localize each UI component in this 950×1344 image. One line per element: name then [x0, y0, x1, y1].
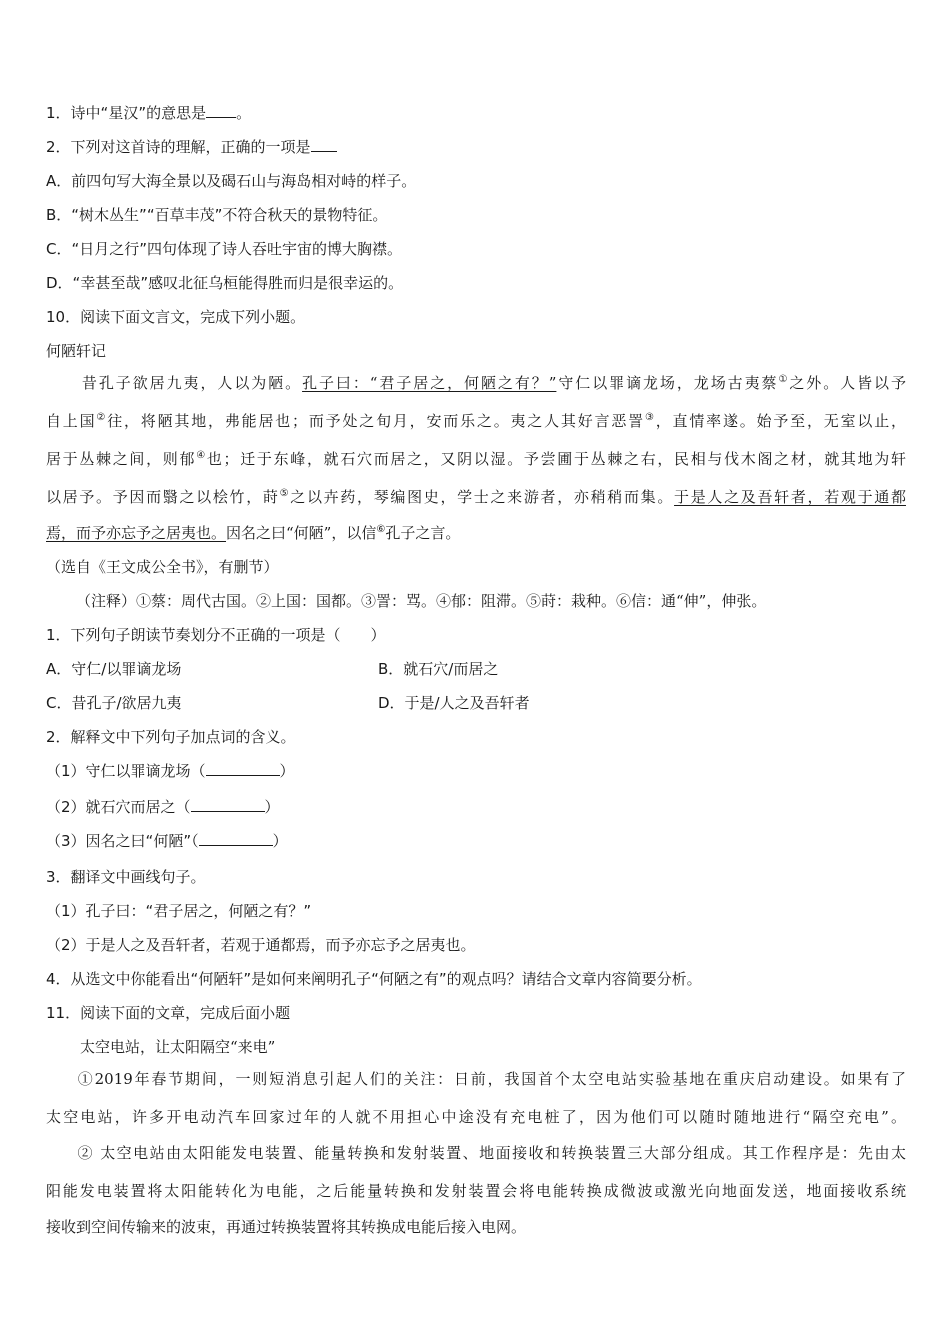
sub-question-1: 1．下列句子朗读节奏划分不正确的一项是（ ）	[46, 626, 386, 644]
passage-notes: （注释）①蔡：周代古国。②上国：国都。③詈：骂。④郁：阻滞。⑤莳：栽种。⑥信：通“伸”，伸张。	[76, 592, 767, 610]
article-line-1	[46, 1068, 906, 1090]
passage-text: 往，将陋其地，弗能居也；而予处之旬月，安而乐之。夷之人其好言恶詈	[107, 412, 645, 430]
sub-question-3-item-1: （1）孔子曰：“君子居之，何陋之有？”	[46, 902, 312, 920]
passage-title: 何陋轩记	[46, 342, 107, 360]
poem-question-2	[46, 136, 337, 158]
poem-question-1	[46, 102, 251, 124]
close-paren: ）	[279, 762, 295, 780]
footnote-marker: ①	[778, 374, 790, 385]
passage-text: 守仁以罪谪龙场，龙场古夷蔡	[556, 374, 779, 392]
underlined-sentence-1: 孔子曰：“君子居之，何陋之有？”	[302, 374, 557, 392]
footnote-marker: ⑤	[279, 488, 291, 499]
underlined-sentence-2-end: 焉，而予亦忘予之居夷也。	[46, 524, 227, 542]
option-d: D．“幸甚至哉”感叹北征乌桓能得胜而归是很幸运的。	[46, 274, 404, 292]
option-d: D．于是/人之及吾轩者	[378, 694, 530, 712]
passage-line-4	[46, 486, 906, 508]
passage-text: 也；迁于东峰，就石穴而居之，又阴以湿。予尝圃于丛棘之右，民相与伐木阁之材，就其地为轩	[206, 450, 906, 468]
option-c: C．“日月之行”四句体现了诗人吞吐宇宙的博大胸襟。	[46, 240, 403, 258]
question-text-end: 。	[236, 104, 252, 122]
footnote-marker: ③	[644, 412, 656, 423]
option-a: A．前四句写大海全景以及碣石山与海岛相对峙的样子。	[46, 172, 417, 190]
sub-question-2-item-2	[46, 796, 280, 818]
article-title: 太空电站，让太阳隔空“来电”	[80, 1038, 276, 1056]
sub-question-4: 4．从选文中你能看出“何陋轩”是如何来阐明孔子“何陋之有”的观点吗？请结合文章内容简要分析。	[46, 970, 702, 988]
sub-question-2-item-1	[46, 760, 295, 782]
passage-text: 之以卉药，琴编图史，学士之来游者，亦稍稍而集。	[290, 488, 675, 506]
question-11-intro: 11．阅读下面的文章，完成后面小题	[46, 1004, 291, 1022]
question-text: 2．下列对这首诗的理解，正确的一项是	[46, 138, 311, 156]
underlined-sentence-2: 于是人之及吾轩者，若观于通都	[674, 488, 906, 506]
sub-question-2-item-3	[46, 830, 288, 852]
article-text: ①2019年春节期间，一则短消息引起人们的关注：日前，我国首个太空电站实验基地在重庆启动建设。如果有了	[76, 1070, 906, 1088]
option-c: C．昔孔子/欲居九夷	[46, 694, 182, 712]
option-a: A．守仁/以罪谪龙场	[46, 660, 182, 678]
footnote-marker: ②	[96, 412, 108, 423]
question-text: 1．诗中“星汉”的意思是	[46, 104, 207, 122]
answer-blank[interactable]	[206, 761, 280, 776]
passage-source: （选自《王文成公全书》，有删节）	[46, 558, 279, 576]
passage-text: 自上国	[46, 412, 97, 430]
option-row-cd	[46, 692, 906, 714]
passage-line-1	[46, 372, 906, 394]
article-line-4	[46, 1180, 906, 1202]
item-text: （2）就石穴而居之（	[46, 798, 191, 816]
answer-blank[interactable]	[191, 797, 265, 812]
passage-text: ，直情率遂。始予至，无室以止，	[655, 412, 906, 430]
question-10-intro: 10．阅读下面文言文，完成下列小题。	[46, 308, 306, 326]
passage-line-5	[46, 522, 460, 544]
option-b: B．就石穴/而居之	[378, 660, 499, 678]
item-text: （3）因名之曰“何陋”（	[46, 832, 199, 850]
passage-text: 以居予。予因而翳之以桧竹，莳	[46, 488, 280, 506]
article-line-2	[46, 1106, 906, 1128]
article-line-5: 接收到空间传输来的波束，再通过转换装置将其转换成电能后接入电网。	[46, 1218, 527, 1236]
item-text: （1）守仁以罪谪龙场（	[46, 762, 206, 780]
passage-line-2	[46, 410, 906, 432]
close-paren: ）	[264, 798, 280, 816]
option-row-ab	[46, 658, 906, 680]
sub-question-3-item-2: （2）于是人之及吾轩者，若观于通都焉，而予亦忘予之居夷也。	[46, 936, 476, 954]
footnote-marker: ⑥	[376, 524, 386, 535]
answer-blank[interactable]	[311, 137, 337, 152]
passage-text: 昔孔子欲居九夷，人以为陋。	[80, 374, 303, 392]
sub-question-2: 2．解释文中下列句子加点词的含义。	[46, 728, 296, 746]
footnote-marker: ④	[196, 450, 207, 461]
article-text: ② 太空电站由太阳能发电装置、能量转换和发射装置、地面接收和转换装置三大部分组成。其工作程序是：先由太	[76, 1144, 906, 1162]
close-paren: ）	[272, 832, 288, 850]
passage-text: 因名之曰“何陋”，以信	[226, 524, 377, 542]
answer-blank[interactable]	[206, 103, 236, 118]
answer-blank[interactable]	[199, 831, 273, 846]
article-text: 太空电站，许多开电动汽车回家过年的人就不用担心中途没有充电桩了，因为他们可以随时随地进行“隔空充电”。	[46, 1108, 906, 1126]
option-b: B．“树木丛生”“百草丰茂”不符合秋天的景物特征。	[46, 206, 388, 224]
sub-question-3: 3．翻译文中画线句子。	[46, 868, 206, 886]
passage-text: 之外。人皆以予	[789, 374, 906, 392]
article-line-3	[46, 1142, 906, 1164]
passage-line-3	[46, 448, 906, 470]
passage-text: 居于丛棘之间，则郁	[46, 450, 197, 468]
article-text: 阳能发电装置将太阳能转化为电能，之后能量转换和发射装置会将电能转换成微波或激光向地面发送，地面接收系统	[46, 1182, 906, 1200]
passage-text: 孔子之言。	[385, 524, 461, 542]
